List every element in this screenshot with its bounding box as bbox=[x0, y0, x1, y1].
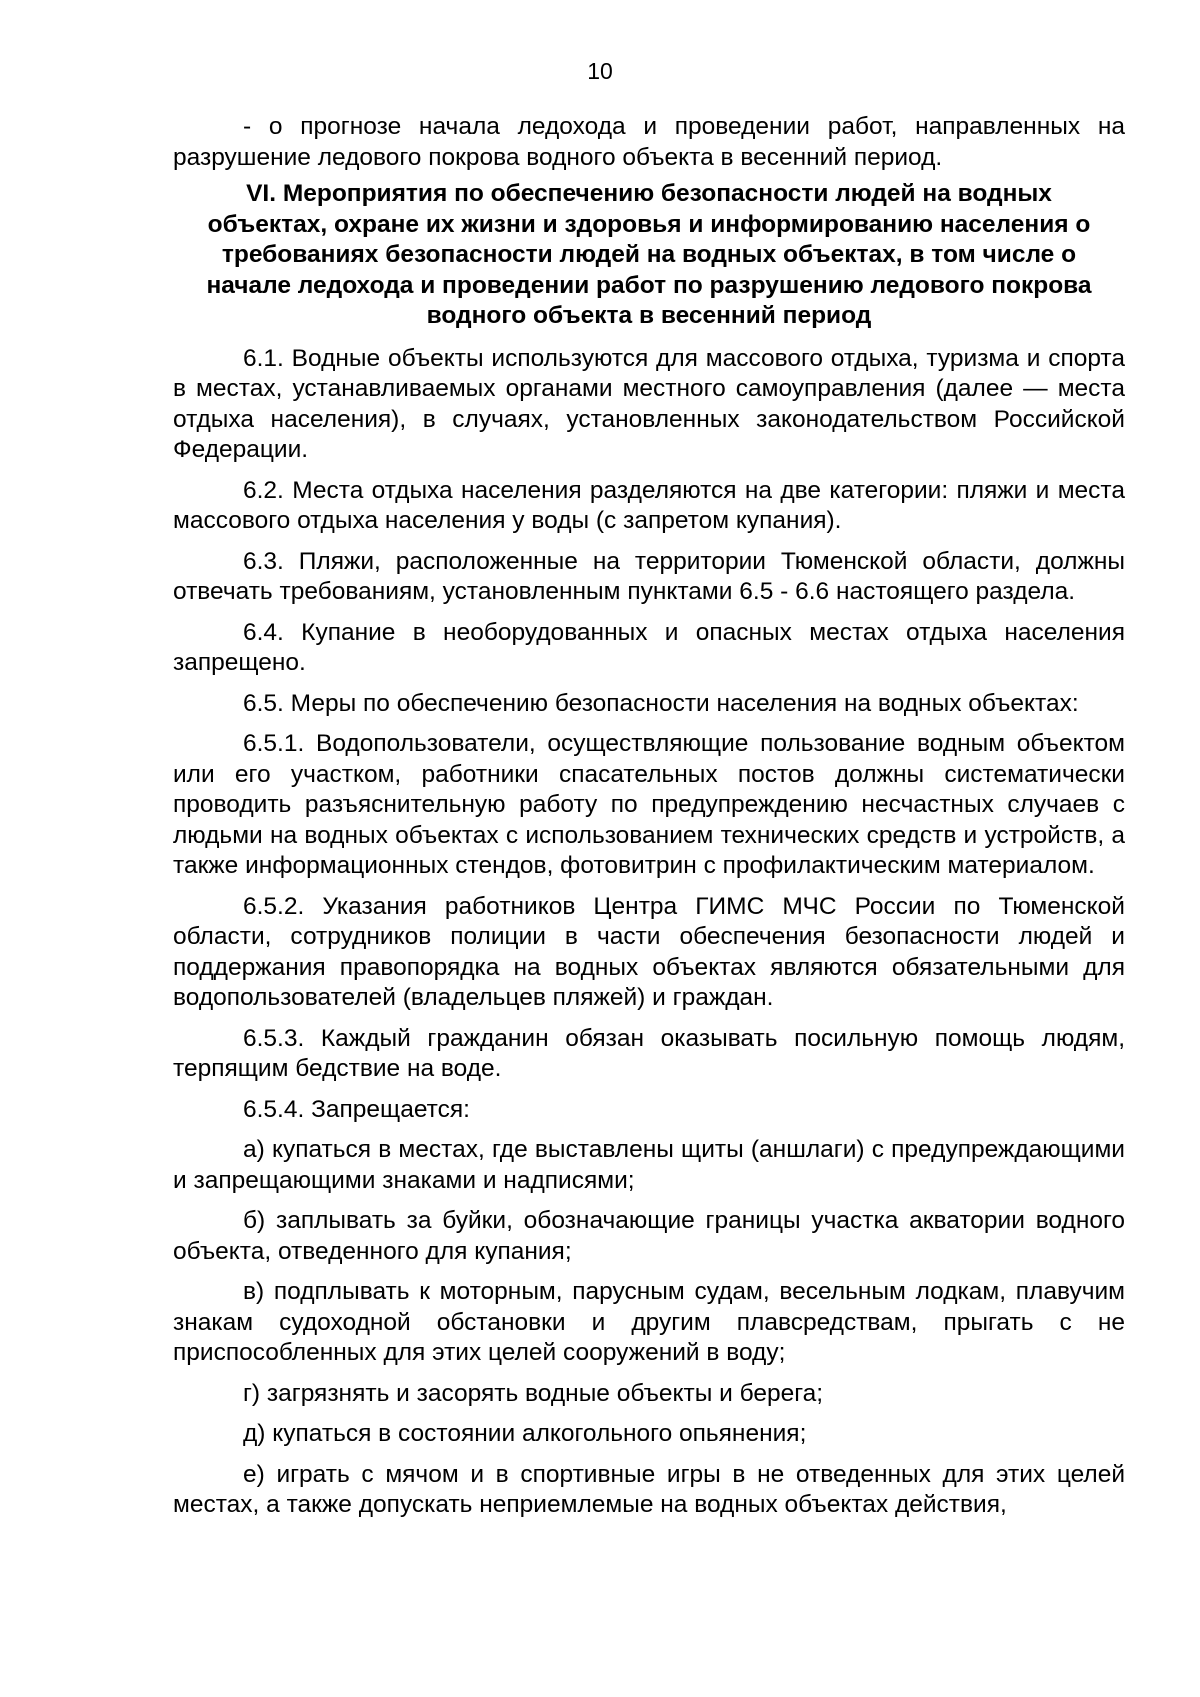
list-item-v: в) подплывать к моторным, парусным судам, весельным лодкам, плавучим знакам судоходной обстановки и другим плавсредствам, прыгать с не приспособленных для этих целей сооружений в воду; bbox=[173, 1278, 1125, 1366]
list-item-g: г) загрязнять и засорять водные объекты и берега; bbox=[243, 1379, 824, 1407]
paragraph-6-3: 6.3. Пляжи, расположенные на территории Тюменской области, должны отвечать требованиям, установленным пунктами 6.5 - 6.6 настоящего раздела. bbox=[173, 547, 1125, 605]
list-item-a: а) купаться в местах, где выставлены щиты (аншлаги) с предупреждающими и запрещающими знаками и надписями; bbox=[173, 1136, 1125, 1194]
intro-paragraph: - о прогнозе начала ледохода и проведении работ, направленных на разрушение ледового покрова водного объекта в весенний период. bbox=[173, 113, 1125, 171]
paragraph-6-5-3: 6.5.3. Каждый гражданин обязан оказывать посильную помощь людям, терпящим бедствие на воде. bbox=[173, 1024, 1125, 1082]
list-item-e: е) играть с мячом и в спортивные игры в не отведенных для этих целей местах, а также допускать неприемлемые на водных объектах действия, bbox=[173, 1460, 1125, 1518]
paragraph-6-1: 6.1. Водные объекты используются для массового отдыха, туризма и спорта в местах, устанавливаемых органами местного самоуправления (далее — места отдыха населения), в случаях, установленных законодательством Российской Федерации. bbox=[173, 344, 1125, 463]
list-item-d: д) купаться в состоянии алкогольного опьянения; bbox=[243, 1420, 807, 1447]
paragraph-6-5-2: 6.5.2. Указания работников Центра ГИМС МЧС России по Тюменской области, сотрудников полиции в части обеспечения безопасности людей и поддержания правопорядка на водных объектах являются обязательными для водопользователей (владельцев пляжей) и граждан. bbox=[173, 892, 1125, 1011]
paragraph-6-5: 6.5. Меры по обеспечению безопасности населения на водных объектах: bbox=[243, 689, 1079, 717]
paragraph-6-4: 6.4. Купание в необорудованных и опасных местах отдыха населения запрещено. bbox=[173, 618, 1125, 676]
paragraph-6-5-4: 6.5.4. Запрещается: bbox=[243, 1095, 470, 1123]
paragraph-6-2: 6.2. Места отдыха населения разделяются на две категории: пляжи и места массового отдыха населения у воды (с запретом купания). bbox=[173, 476, 1125, 534]
page-number: 10 bbox=[587, 58, 613, 84]
document-body bbox=[173, 112, 1125, 1531]
paragraph-6-5-1: 6.5.1. Водопользователи, осуществляющие пользование водным объектом или его участком, работники спасательных постов должны систематически проводить разъяснительную работу по предупреждению несчастных случаев с людьми на водных объектах с использованием технических средств и устройств, а также информационных стендов, фотовитрин с профилактическим материалом. bbox=[173, 730, 1125, 879]
section-heading: VI. Мероприятия по обеспечению безопасности людей на водных объектах, охране их жизни и здоровья и информированию населения о требованиях безопасности людей на водных объектах, в том числе о начале ледохода и проведении работ по разрушению ледового покрова водного объекта в весенний период bbox=[206, 180, 1092, 329]
list-item-b: б) заплывать за буйки, обозначающие границы участка акватории водного объекта, отведенного для купания; bbox=[173, 1207, 1125, 1265]
